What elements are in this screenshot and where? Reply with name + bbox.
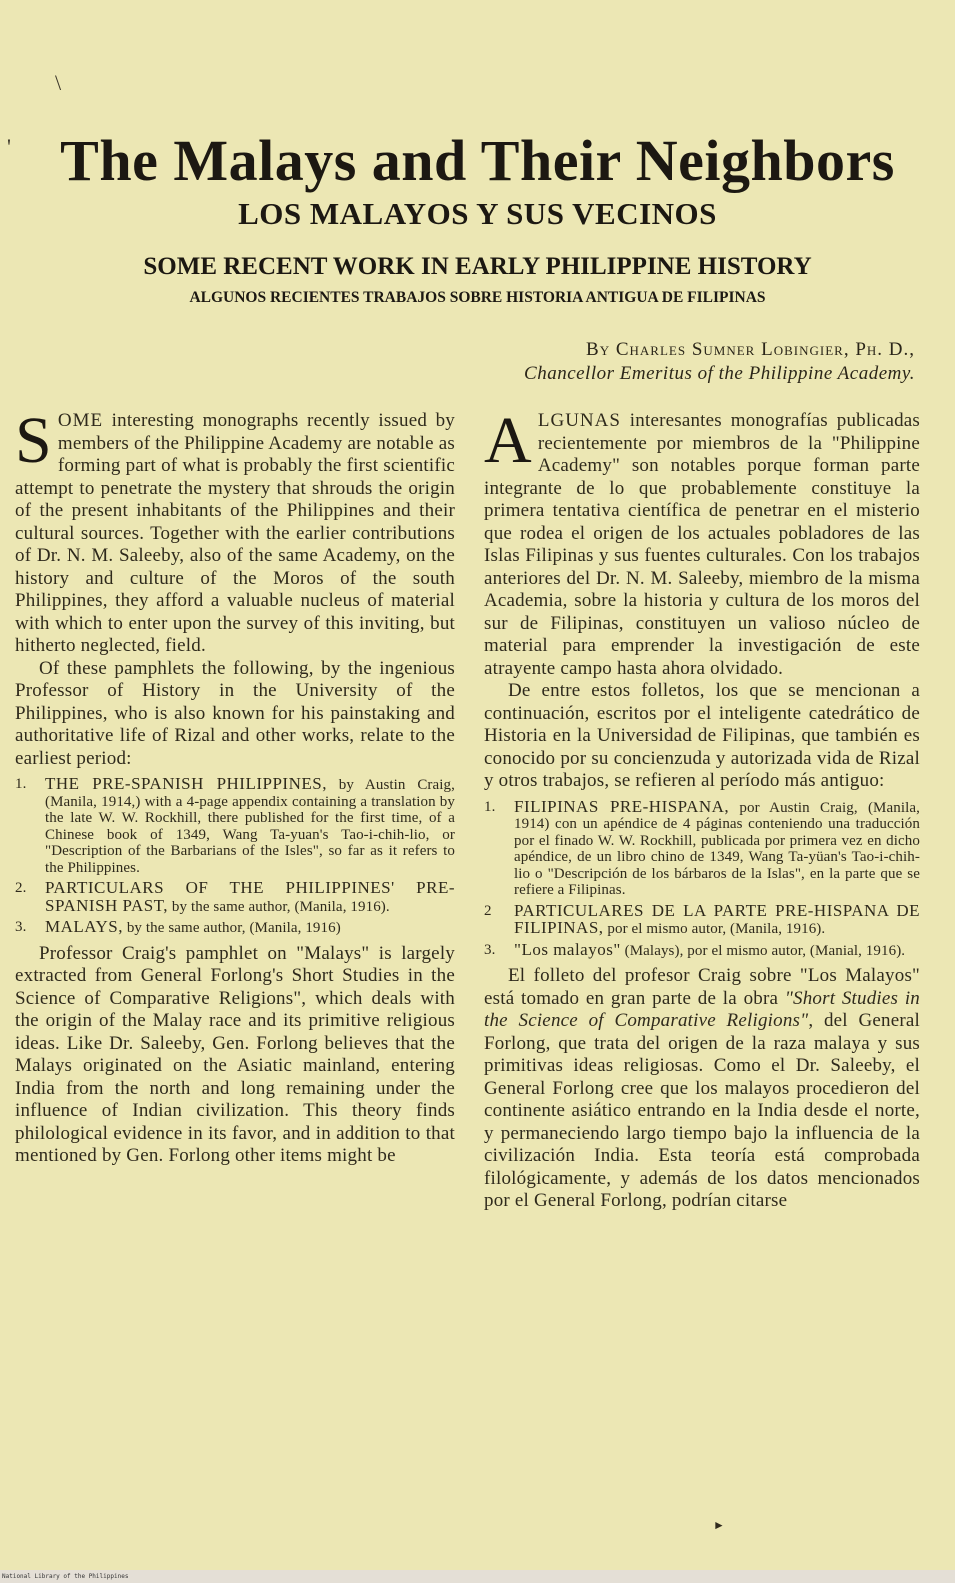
english-reference-list bbox=[15, 776, 455, 937]
author-name: By Charles Sumner Lobingier, Ph. D., bbox=[586, 339, 915, 360]
paragraph-text: , del General Forlong, que trata del origen de la raza malaya y sus primitivas ideas religiosas. Como el Dr. Saleeby, el General Forlong cree que los malayos procedieron del continente asiático entrando en la India desde el norte, y permaneciendo largo tiempo bajo la influencia de la civilización India. Esta teoría está comprobada filológicamente, y además de los datos mencionados por el General Forlong, podrían citarse bbox=[484, 1010, 920, 1211]
author-affiliation: Chancellor Emeritus of the Philippine Academy. bbox=[524, 363, 915, 384]
english-paragraph-3: Professor Craig's pamphlet on "Malays" is largely extracted from General Forlong's Short Studies in the Science of Comparative Religions", which deals with the origin of the Malay race and its primitive religious ideas. Like Dr. Saleeby, Gen. Forlong believes that the Malays originated on the Asiatic mainland, entering India from the north and long remaining under the influence of Indian civilization. This theory finds philological evidence in its favor, and in addition to that mentioned by Gen. Forlong other items might be bbox=[15, 942, 455, 1166]
reference-number: 3. bbox=[484, 941, 496, 958]
lead-word: OME bbox=[57, 410, 104, 431]
reference-item bbox=[15, 776, 455, 876]
paragraph-text: interesantes monografías publicadas recientemente por miembros de la "Philippine Academy" son notables porque forman parte integrante de lo que probablemente constituye la primera tentativa científica de penetrar en el misterio que rodea el origen de los actuales pobladores de las Islas Filipinas y sus fuentes culturales. Con los trabajos anteriores del Dr. N. M. Saleeby, miembro de la misma Academia, sobre la historia y cultura de los moros del sur de Filipinas, constituyen un valioso núcleo de material para emprender la investigación de este atrayente campo hasta ahora olvidado. bbox=[484, 410, 920, 679]
section-subtitle: ALGUNOS RECIENTES TRABAJOS SOBRE HISTORIA ANTIGUA DE FILIPINAS bbox=[189, 289, 766, 306]
section-title: SOME RECENT WORK IN EARLY PHILIPPINE HISTORY bbox=[143, 253, 812, 280]
reference-text: by the same author, (Manila, 1916). bbox=[168, 898, 390, 915]
reference-title: PARTICULARS OF THE PHILIPPINES' PRE-SPANISH PAST, bbox=[45, 878, 455, 915]
reference-title: THE PRE-SPANISH PHILIPPINES, bbox=[45, 774, 327, 793]
english-paragraph-1 bbox=[15, 404, 455, 658]
byline bbox=[524, 338, 915, 386]
scan-tick: ' bbox=[7, 134, 11, 159]
reference-item bbox=[15, 919, 455, 937]
reference-title: "Los malayos" bbox=[514, 939, 621, 959]
paragraph-text: El folleto del profesor Craig sobre "Los Malayos" está tomado en gran parte de la obra bbox=[484, 965, 920, 1009]
spanish-paragraph-2: De entre estos folletos, los que se mencionan a continuación, escritos por el inteligente catedrático de Historia en la Universidad de Filipinas, que también es conocido por su concienzuda y autorizada vida de Rizal y otros trabajos, se refieren al período más antiguo: bbox=[484, 680, 920, 791]
footer-watermark: National Library of the Philippines bbox=[0, 1570, 955, 1583]
english-paragraph-2: Of these pamphlets the following, by the ingenious Professor of History in the University of the Philippines, who is also known for his painstaking and authoritative life of Rizal and other works, relate to the earliest period: bbox=[15, 657, 455, 769]
reference-text: por Austin Craig, (Manila, 1914) con un apéndice de 4 páginas conteniendo una traducción por el finado W. W. Rockhill, publicada por primera vez en dicho apéndice, de un libro chino de 1349, Wang Ta-yüan's Tao-i-chih-lio o "Descripción de los bárbaros de la Islas", en la parte que se refiere a Filipinas. bbox=[514, 799, 920, 898]
reference-number: 1. bbox=[15, 776, 27, 792]
reference-item bbox=[15, 880, 455, 915]
spanish-paragraph-3 bbox=[484, 965, 920, 1213]
reference-text: by the same author, (Manila, 1916) bbox=[122, 920, 341, 936]
reference-text: by Austin Craig, (Manila, 1914,) with a 4-page appendix containing a translation by the late W. W. Rockhill, there published for the first time, of a Chinese book of 1349, Wang Ta-yuan's Tao-i-chih-lio, or "Description of the Barbarians of the Isles", so far as it refers to the Philippines. bbox=[45, 777, 455, 876]
drop-cap: S bbox=[15, 404, 52, 477]
reference-number: 2 bbox=[484, 902, 492, 919]
english-column bbox=[15, 404, 455, 1168]
reference-number: 3. bbox=[15, 919, 27, 935]
reference-item bbox=[484, 939, 920, 960]
reference-text: por el mismo autor, (Manila, 1916). bbox=[603, 921, 826, 937]
reference-title: MALAYS, bbox=[45, 917, 123, 936]
reference-title: PARTICULARES DE LA PARTE PRE-HISPANA DE FILIPINAS, bbox=[514, 900, 920, 937]
article-subtitle: LOS MALAYOS Y SUS VECINOS bbox=[238, 196, 717, 231]
article-title: The Malays and Their Neighbors bbox=[60, 128, 895, 193]
reference-item bbox=[484, 796, 920, 899]
spanish-column bbox=[484, 404, 920, 1213]
spanish-reference-list bbox=[484, 796, 920, 960]
reference-text: (Malays), por el mismo autor, (Manial, 1916). bbox=[620, 942, 906, 959]
italic-title: "Short Studies in the Science of Comparative Religions" bbox=[484, 987, 920, 1031]
continue-arrow-icon: ► bbox=[713, 1518, 725, 1532]
reference-title: FILIPINAS PRE-HISPANA, bbox=[514, 796, 730, 816]
paragraph-text: interesting monographs recently issued by members of the Philippine Academy are notable as forming part of what is probably the first scientific attempt to penetrate the mystery that shrouds the origin of the present inhabitants of the Philippines and their cultural sources. Together with the earlier contributions of Dr. N. M. Saleeby, also of the same Academy, on the history and culture of the Moros of the south Philippines, they afford a valuable nucleus of material with which to enter upon the survey of this inviting, but hitherto neglected, field. bbox=[15, 410, 455, 656]
lead-word: LGUNAS bbox=[537, 410, 621, 431]
spanish-paragraph-1 bbox=[484, 404, 920, 680]
drop-cap: A bbox=[484, 404, 532, 477]
reference-number: 2. bbox=[15, 880, 27, 896]
scan-mark: \ bbox=[55, 70, 62, 95]
reference-item bbox=[484, 900, 920, 938]
reference-number: 1. bbox=[484, 798, 496, 815]
